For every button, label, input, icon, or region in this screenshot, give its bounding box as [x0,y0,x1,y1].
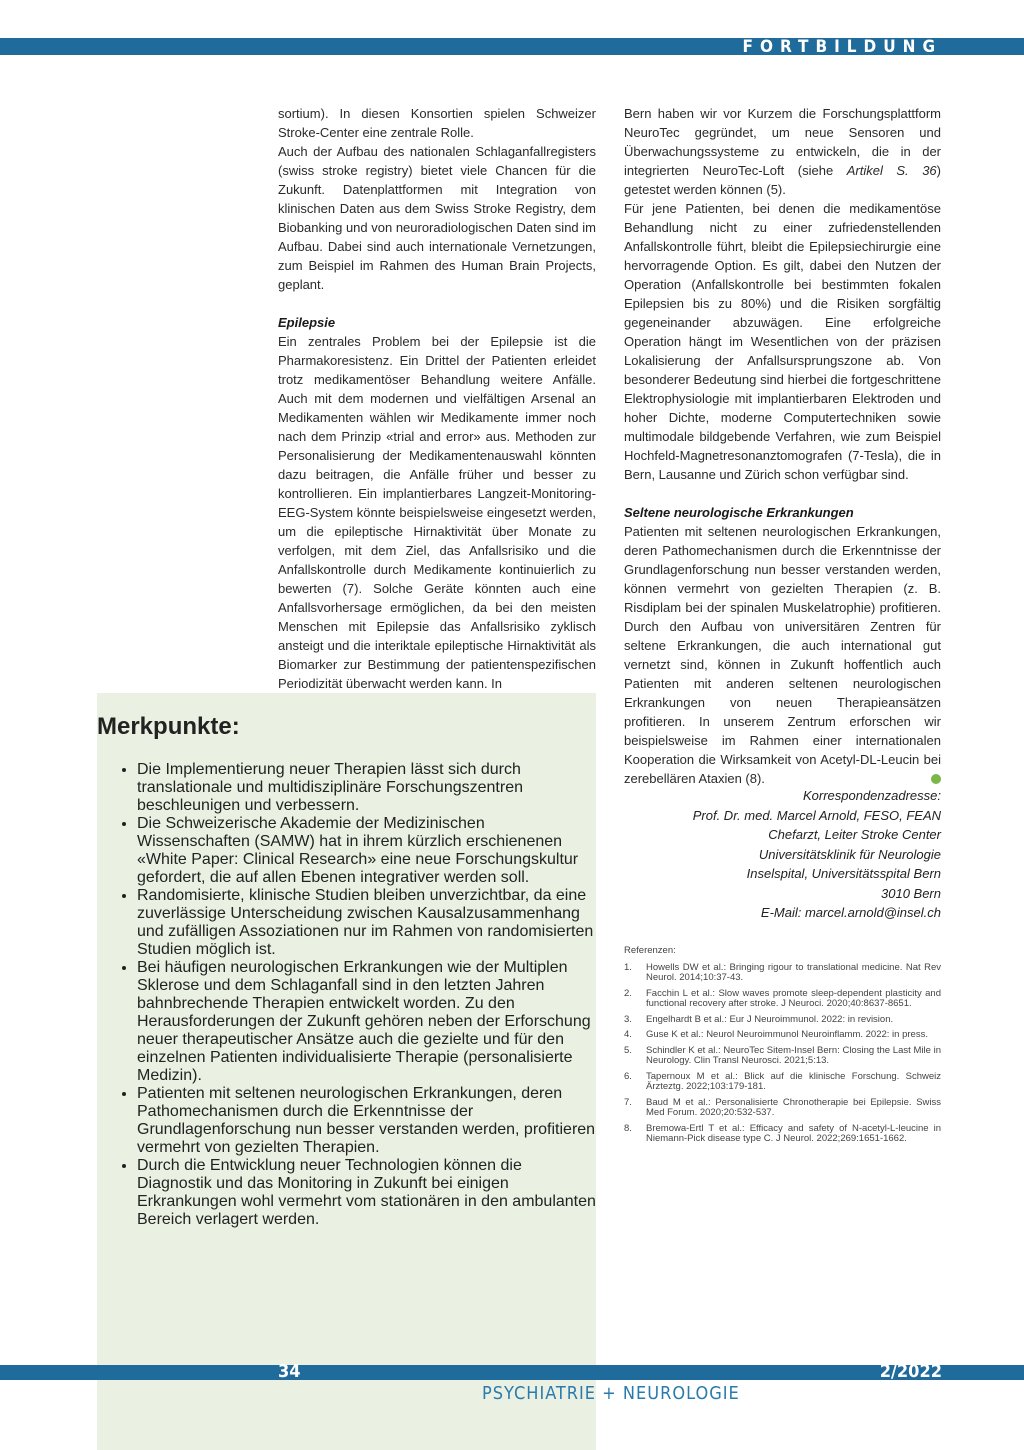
author-role: Chefarzt, Leiter Stroke Center [768,827,941,842]
address-label: Korrespondenzadresse: [802,788,941,803]
journal-title: PSYCHIATRIE + NEUROLOGIE [482,1383,740,1404]
paragraph: sortium). In diesen Konsortien spielen Schweizer Stroke-Center eine zentrale Rolle. [278,106,596,140]
section-label: FORTBILDUNG [742,37,942,57]
reference-item: 8. Bremowa-Ertl T et al.: Efficacy and safety of N-acetyl-L-leucine in Niemann-Pick disease type C. J Neurol. 2022;269:1651-1662. [624,1122,941,1144]
merkpunkte-title: Merkpunkte: [97,712,240,740]
reference-item: 7. Baud M et al.: Personalisierte Chronotherapie bei Epilepsie. Swiss Med Forum. 2020;20:532-537. [624,1096,941,1118]
paragraph: Ein zentrales Problem bei der Epilepsie ist die Pharmakoresistenz. Ein Drittel der Patienten erleidet trotz medikamentöser Behandlung weitere Anfälle. Auch mit dem modernen und vielfältigen Arsenal an Medikamenten wählen wir Medikamente immer noch nach dem Prinzip «trial and error» aus. Methoden zur Personalisierung der Medikamentenauswahl könnten dazu beitragen, die Anfälle früher und besser zu kontrollieren. Ein implantierbares Langzeit-Monitoring-EEG-System könnte beispielsweise eingesetzt werden, um die epileptische Hirnaktivität über Monate zu verfolgen, mit dem Ziel, das Anfallsrisiko und die Anfallskontrolle durch Medikamente kontinuierlich zu bewerten (7). Solche Geräte könnten auch eine Anfallsvorhersage ermöglichen, da bei den meisten Menschen mit Epilepsie das Anfallsrisiko zyklisch ansteigt und die interiktale epileptische Hirnaktivität als Biomarker zur Bestimmung der patientenspezifischen Periodizität überwacht werden kann. In [278,334,596,691]
merkpunkt-item: • Die Schweizerische Akademie der Medizinischen Wissenschaften (SAMW) hat in ihrem kürzlich erschienenen «White Paper: Clinical Research» eine neue Forschungskultur gefordert, die auf allen Ebenen integrativer werden soll. [137,815,596,887]
page-number: 34 [278,1361,301,1382]
text-column-left [278,104,596,693]
reference-item: 6. Tapernoux M et al.: Blick auf die klinische Forschung. Schweiz Ärzteztg. 2022;103:179-181. [624,1070,941,1092]
paragraph: Auch der Aufbau des nationalen Schlaganfallregisters (swiss stroke registry) bietet viele Chancen für die Zukunft. Datenplattformen mit Integration von klinischen Daten aus dem Swiss Stroke Registry, dem Biobanking und von neuroradiologischen Daten sind im Aufbau. Dabei sind auch internationale Vernetzungen, zum Beispiel im Rahmen des Human Brain Projects, geplant. [278,144,596,292]
reference-item: 1. Howells DW et al.: Bringing rigour to translational medicine. Nat Rev Neurol. 2014;10:37-43. [624,961,941,983]
text-column-right [624,104,941,788]
correspondence-address [624,786,941,923]
paragraph: Für jene Patienten, bei denen die medikamentöse Behandlung nicht zu einer zufriedenstellenden Anfallskontrolle führt, bleibt die Epilepsiechirurgie eine hervorragende Option. Es gilt, dabei den Nutzen der Operation (Anfallskontrolle bei bestimmten fokalen Epilepsien bis zu 80%) und die Risiken sorgfältig gegeneinander abzuwägen. Eine erfolgreiche Operation hängt im Wesentlichen von der präzisen Lokalisierung der Anfallsursprungszone ab. Von besonderer Bedeutung sind hierbei die fortgeschrittene Elektrophysiologie mit implantierbaren Elektroden und hoher Dichte, moderne Computertechniken sowie multimodale bildgebende Verfahren, wie zum Beispiel Hochfeld-Magnetresonanztomografen (7-Tesla), die in Bern, Lausanne und Zürich schon verfügbar sind. [624,201,941,482]
reference-item: 2. Facchin L et al.: Slow waves promote sleep-dependent plasticity and functional recovery after stroke. J Neuroci. 2020;40:8637-8651. [624,987,941,1009]
references-title: Referenzen: [624,945,676,956]
author-name: Prof. Dr. med. Marcel Arnold, FESO, FEAN [692,807,941,823]
merkpunkt-item: • Patienten mit seltenen neurologischen Erkrankungen, deren Pathomechanismen durch die Erkenntnisse der Grundlagenforschung nun besser verstanden werden, profitieren vermehrt von gezielten Therapien. [137,1085,596,1157]
references [624,946,941,1150]
reference-item: 5. Schindler K et al.: NeuroTec Sitem-Insel Bern: Closing the Last Mile in Neurology. Clin Transl Neurosci. 2021;5:13. [624,1044,941,1066]
merkpunkte-content [97,693,596,1450]
merkpunkt-item: • Randomisierte, klinische Studien bleiben unverzichtbar, da eine zuverlässige Unterscheidung zwischen Kausalzusammenhang und zufälligen Assoziationen nur im Rahmen von randomisierten Studien möglich ist. [137,887,596,959]
city: 3010 Bern [881,885,941,901]
merkpunkt-item: • Die Implementierung neuer Therapien lässt sich durch translationale und multidisziplinäre Forschungszentren beschleunigen und verbessern. [137,761,596,815]
paragraph: Bern haben wir vor Kurzem die Forschungsplattform NeuroTec gegründet, um neue Sensoren und Überwachungssysteme zu entwickeln, die in der integrierten NeuroTec-Loft (siehe Artikel S. 36) getestet werden können (5). [624,106,941,197]
references-list [624,963,941,1145]
merkpunkte-list [97,761,596,1229]
reference-item: 3. Engelhardt B et al.: Eur J Neuroimmunol. 2022: in revision. [624,1013,894,1025]
reference-item: 4. Guse K et al.: Neurol Neuroimmunol Neuroinflamm. 2022: in press. [624,1029,928,1040]
email: E-Mail: marcel.arnold@insel.ch [760,905,941,920]
end-mark-icon [931,774,941,784]
article-reference: Artikel S. 36 [846,163,937,178]
merkpunkt-item: • Durch die Entwicklung neuer Technologien können die Diagnostik und das Monitoring in Zukunft bei einigen Erkrankungen wohl vermehrt vom stationären in den ambulanten Bereich verlagert werden. [137,1157,596,1229]
clinic: Universitätsklinik für Neurologie [758,846,941,862]
paragraph: Patienten mit seltenen neurologischen Erkrankungen, deren Pathomechanismen durch die Erkenntnisse der Grundlagenforschung nun besser verstanden werden, können vermehrt von gezielten Therapien (z. B. Risdiplam bei der spinalen Muskelatrophie) profitieren. Durch den Aufbau von universitären Zentren für seltene Erkrankungen, die auch international gut vernetzt sind, können in Zukunft hoffentlich auch Patienten mit anderen seltenen neurologischen Erkrankungen von neuen Therapieansätzen profitieren. In unserem Zentrum erforschen wir beispielsweise im Rahmen einer internationalen Kooperation die Wirksamkeit von Acetyl-DL-Leucin bei zerebellären Ataxien (8). [624,524,941,786]
footer-bar [0,1365,1024,1380]
subheading-epilepsie: Epilepsie [278,315,336,330]
issue-number: 2/2022 [879,1361,942,1382]
hospital: Inselspital, Universitätsspital Bern [746,866,941,881]
subheading-seltene: Seltene neurologische Erkrankungen [624,505,854,520]
merkpunkt-item: • Bei häufigen neurologischen Erkrankungen wie der Multiplen Sklerose und dem Schlaganfall sind in den letzten Jahren bahnbrechende Therapien entwickelt worden. Zu den Herausforderungen der Zukunft gehören neben der Erforschung neuer therapeutischer Ansätze auch die gezielte und für den einzelnen Patienten individualisierte Therapie (personalisierte Medizin). [137,959,596,1085]
